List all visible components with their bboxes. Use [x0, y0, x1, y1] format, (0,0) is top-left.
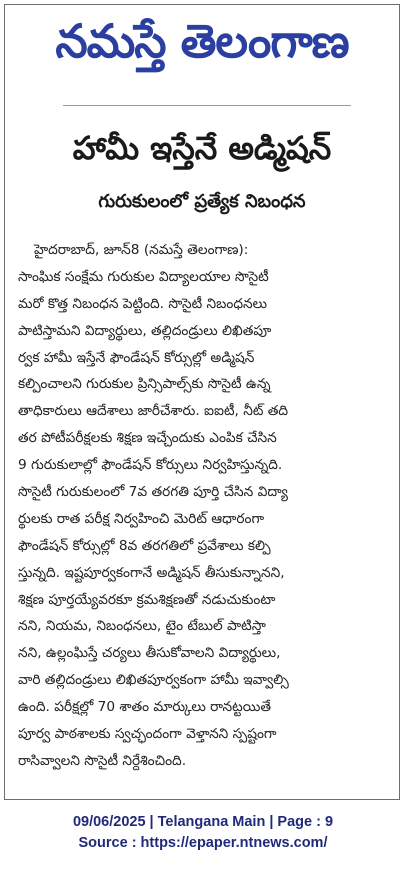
- article-line: తాధికారులు ఆదేశాలు జారీచేశారు. ఐఐటీ, నీట్ తది: [18, 403, 289, 420]
- masthead-divider: [63, 105, 351, 106]
- article-line: ర్వక హామీ ఇస్తేనే ఫౌండేషన్ కోర్సుల్లో అడ్మిషన్: [18, 349, 255, 366]
- article-line: స్తున్నది. ఇష్టపూర్వకంగానే అడ్మిషన్ తీసుకున్నానని,: [18, 564, 285, 581]
- clipping-footer: [0, 812, 406, 854]
- article-line: ఫౌండేషన్ కోర్సుల్లో 8వ తరగతిలో ప్రవేశాలు కల్పి: [18, 537, 271, 554]
- newspaper-masthead: నమస్తే తెలంగాణ: [55, 14, 349, 68]
- article-line: పూర్వ పాఠశాలకు స్వచ్ఛందంగా వెళ్తానని స్పష్టంగా: [18, 726, 277, 743]
- article-line: సాంఘిక సంక్షేమ గురుకుల విద్యాలయాల సొసైటీ: [18, 268, 269, 285]
- article-line: వారి తల్లిదండ్రులు లిఖితపూర్వకంగా హామీ ఇవ్వాల్సి: [18, 672, 289, 689]
- article-line: నని, ఉల్లంఘిస్తే చర్యలు తీసుకోవాలని విద్యార్థులు,: [18, 645, 281, 662]
- article-line: సొసైటీ గురుకులంలో 7వ తరగతి పూర్తి చేసిన విద్యా: [18, 484, 288, 501]
- article-line: పాటిస్తామని విద్యార్థులు, తల్లిదండ్రులు లిఖితపూ: [18, 322, 272, 339]
- article-body: [18, 237, 396, 775]
- article-line: నని, నియమ, నిబంధనలు, టైం టేబుల్ పాటిస్తా: [18, 618, 266, 635]
- article-line: శిక్షణ పూర్తయ్యేవరకూ క్రమశిక్షణతో నడుచుకుంటా: [18, 591, 276, 608]
- article-dateline: హైదరాబాద్, జూన్8 (నమస్తే తెలంగాణ):: [34, 242, 249, 258]
- article-line: ఉంది. పరీక్షల్లో 70 శాతం మార్కులు రానట్టయితే: [18, 699, 271, 716]
- clipping-frame: [4, 4, 400, 800]
- article-line: 9 గురుకులాల్లో ఫౌండేషన్ కోర్సులు నిర్వహిస్తున్నది.: [18, 457, 283, 474]
- article-line: రాసివ్వాలని సొసైటీ నిర్దేశించింది.: [18, 752, 187, 769]
- source-link[interactable]: Source : https://epaper.ntnews.com/: [78, 835, 328, 851]
- edition-info: 09/06/2025 | Telangana Main | Page : 9: [72, 814, 334, 830]
- article-line: తర పోటీపరీక్షలకు శిక్షణ ఇచ్చేందుకు ఎంపిక చేసిన: [18, 430, 277, 447]
- article-subheadline: గురుకులంలో ప్రత్యేక నిబంధన: [98, 191, 306, 212]
- article-headline: హామీ ఇస్తేనే అడ్మిషన్: [72, 129, 332, 167]
- article-line: కల్పించాలని గురుకుల ప్రిన్సిపాల్స్‌కు సొసైటీ ఉన్న: [18, 376, 271, 393]
- article-line: ర్థులకు రాత పరీక్ష నిర్వహించి మెరిట్ ఆధారంగా: [18, 510, 265, 527]
- article-line: మరో కొత్త నిబంధన పెట్టింది. సొసైటీ నిబంధనలు: [18, 295, 268, 312]
